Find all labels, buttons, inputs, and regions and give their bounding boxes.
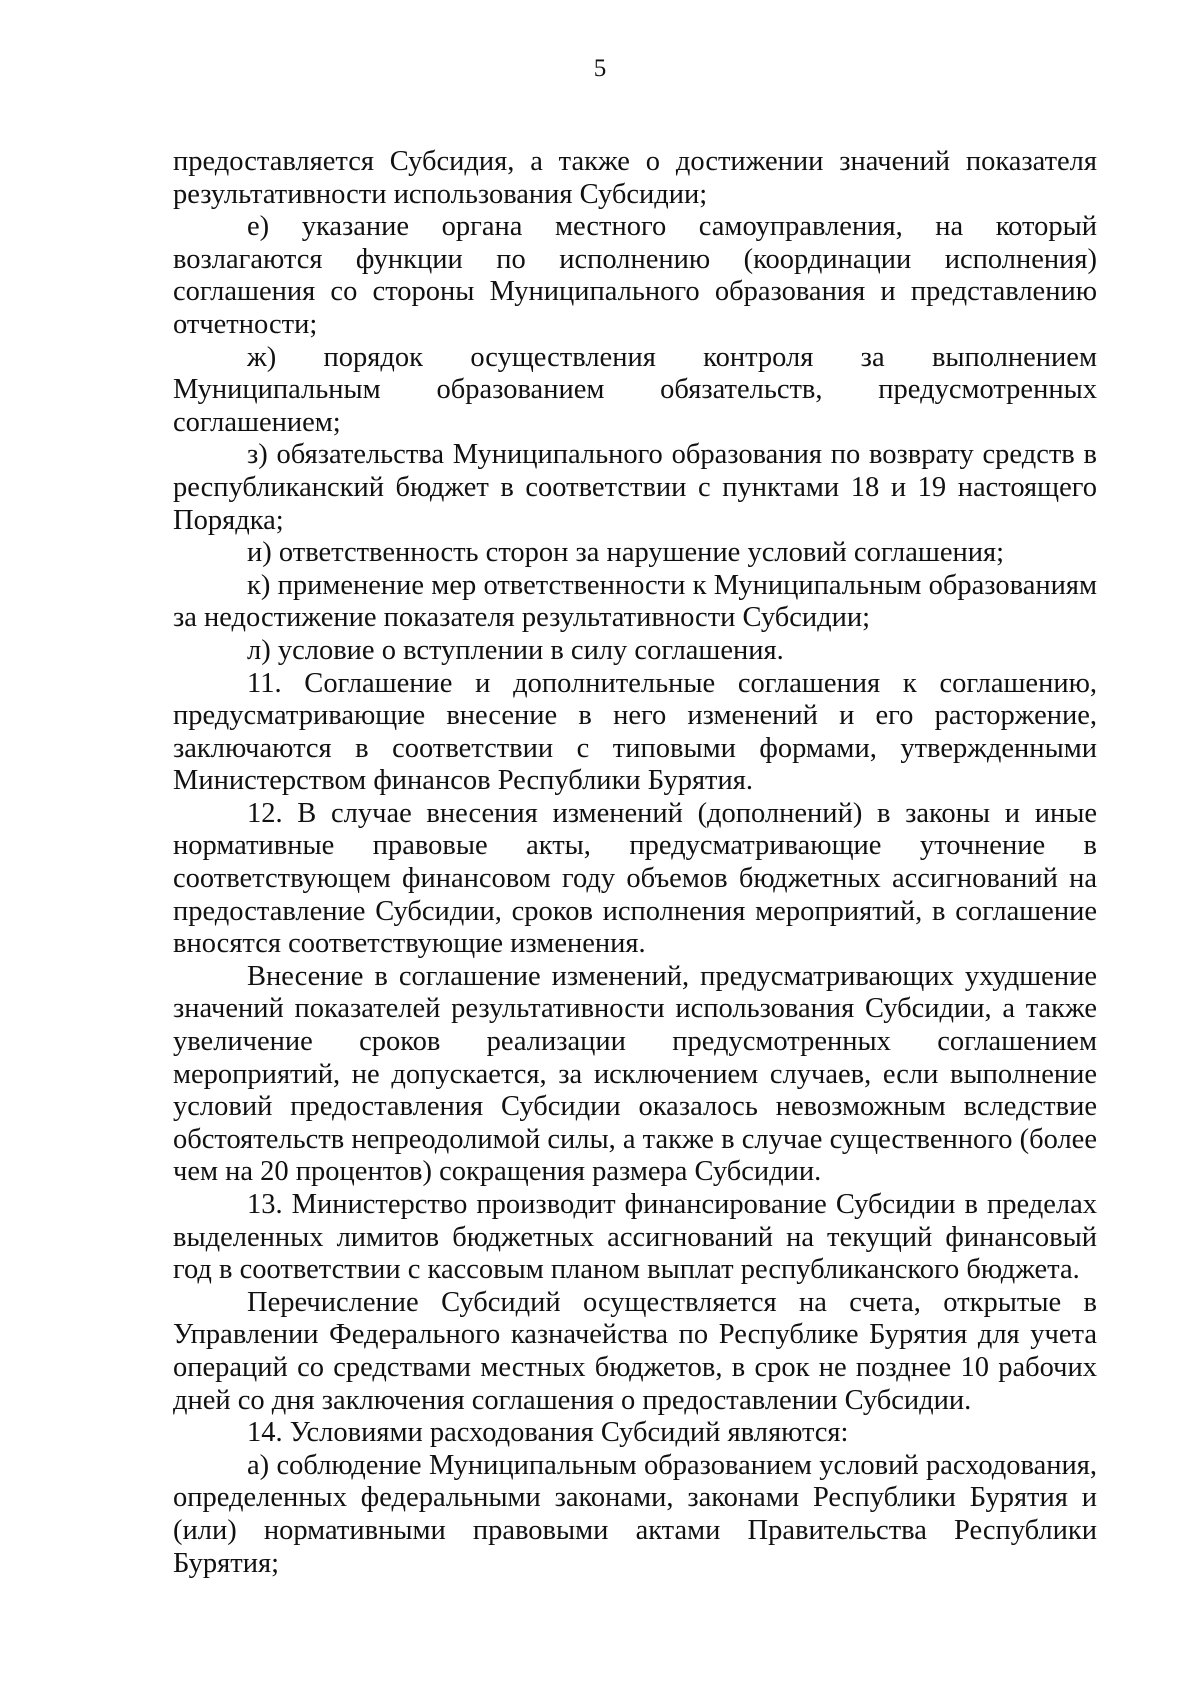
paragraph-item-l: л) условие о вступлении в силу соглашения. [247, 634, 784, 666]
page-number: 5 [593, 55, 607, 82]
paragraph-clause-12: 12. В случае внесения изменений (дополнений) в законы и иные нормативные правовые акты, предусматривающие уточнение в соответствующем финансовом году объемов бюджетных ассигнований на предоставление Субсидии, сроков исполнения мероприятий, в соглашение вносятся соответствующие изменения. [173, 797, 1097, 960]
paragraph-clause-14: 14. Условиями расходования Субсидий являются: [247, 1417, 849, 1449]
paragraph-item-e: е) указание органа местного самоуправления, на который возлагаются функции по исполнению (координации исполнения) соглашения со стороны Муниципального образования и представлению отчетности; [173, 211, 1097, 340]
paragraph-continuation: предоставляется Субсидия, а также о достижении значений показателя результативности использования Субсидии; [173, 146, 1097, 210]
paragraph-item-k: к) применение мер ответственности к Муниципальным образованиям за недостижение показателя результативности Субсидии; [173, 569, 1097, 634]
paragraph-item-i: и) ответственность сторон за нарушение условий соглашения; [247, 537, 1005, 569]
paragraph-clause-13: 13. Министерство производит финансирование Субсидии в пределах выделенных лимитов бюджетных ассигнований на текущий финансовый год в соответствии с кассовым планом выплат республиканского бюджета. [173, 1189, 1097, 1286]
paragraph-item-z: з) обязательства Муниципального образования по возврату средств в республиканский бюджет в соответствии с пунктами 18 и 19 настоящего Порядка; [173, 439, 1097, 536]
paragraph-clause-11: 11. Соглашение и дополнительные соглашения к соглашению, предусматривающие внесение в него изменений и его расторжение, заключаются в соответствии с типовыми формами, утвержденными Министерством финансов Республики Бурятия. [173, 667, 1097, 797]
paragraph-clause-13-transfer: Перечисление Субсидий осуществляется на счета, открытые в Управлении Федерального казначейства по Республике Бурятия для учета операций со средствами местных бюджетов, в срок не позднее 10 рабочих дней со дня заключения соглашения о предоставлении Субсидии. [173, 1286, 1097, 1416]
paragraph-item-zh: ж) порядок осуществления контроля за выполнением Муниципальным образованием обязательств, предусмотренных соглашением; [173, 341, 1097, 438]
document-body [173, 146, 1097, 1580]
paragraph-clause-12-amendments: Внесение в соглашение изменений, предусматривающих ухудшение значений показателей результативности использования Субсидии, а также увеличение сроков реализации предусмотренных соглашением мероприятий, не допускается, за исключением случаев, если выполнение условий предоставления Субсидии оказалось невозможным вследствие обстоятельств непреодолимой силы, а также в случае существенного (более чем на 20 процентов) сокращения размера Субсидии. [173, 960, 1097, 1188]
paragraph-item-a: а) соблюдение Муниципальным образованием условий расходования, определенных федеральными законами, законами Республики Бурятия и (или) нормативными правовыми актами Правительства Республики Бурятия; [173, 1449, 1097, 1579]
